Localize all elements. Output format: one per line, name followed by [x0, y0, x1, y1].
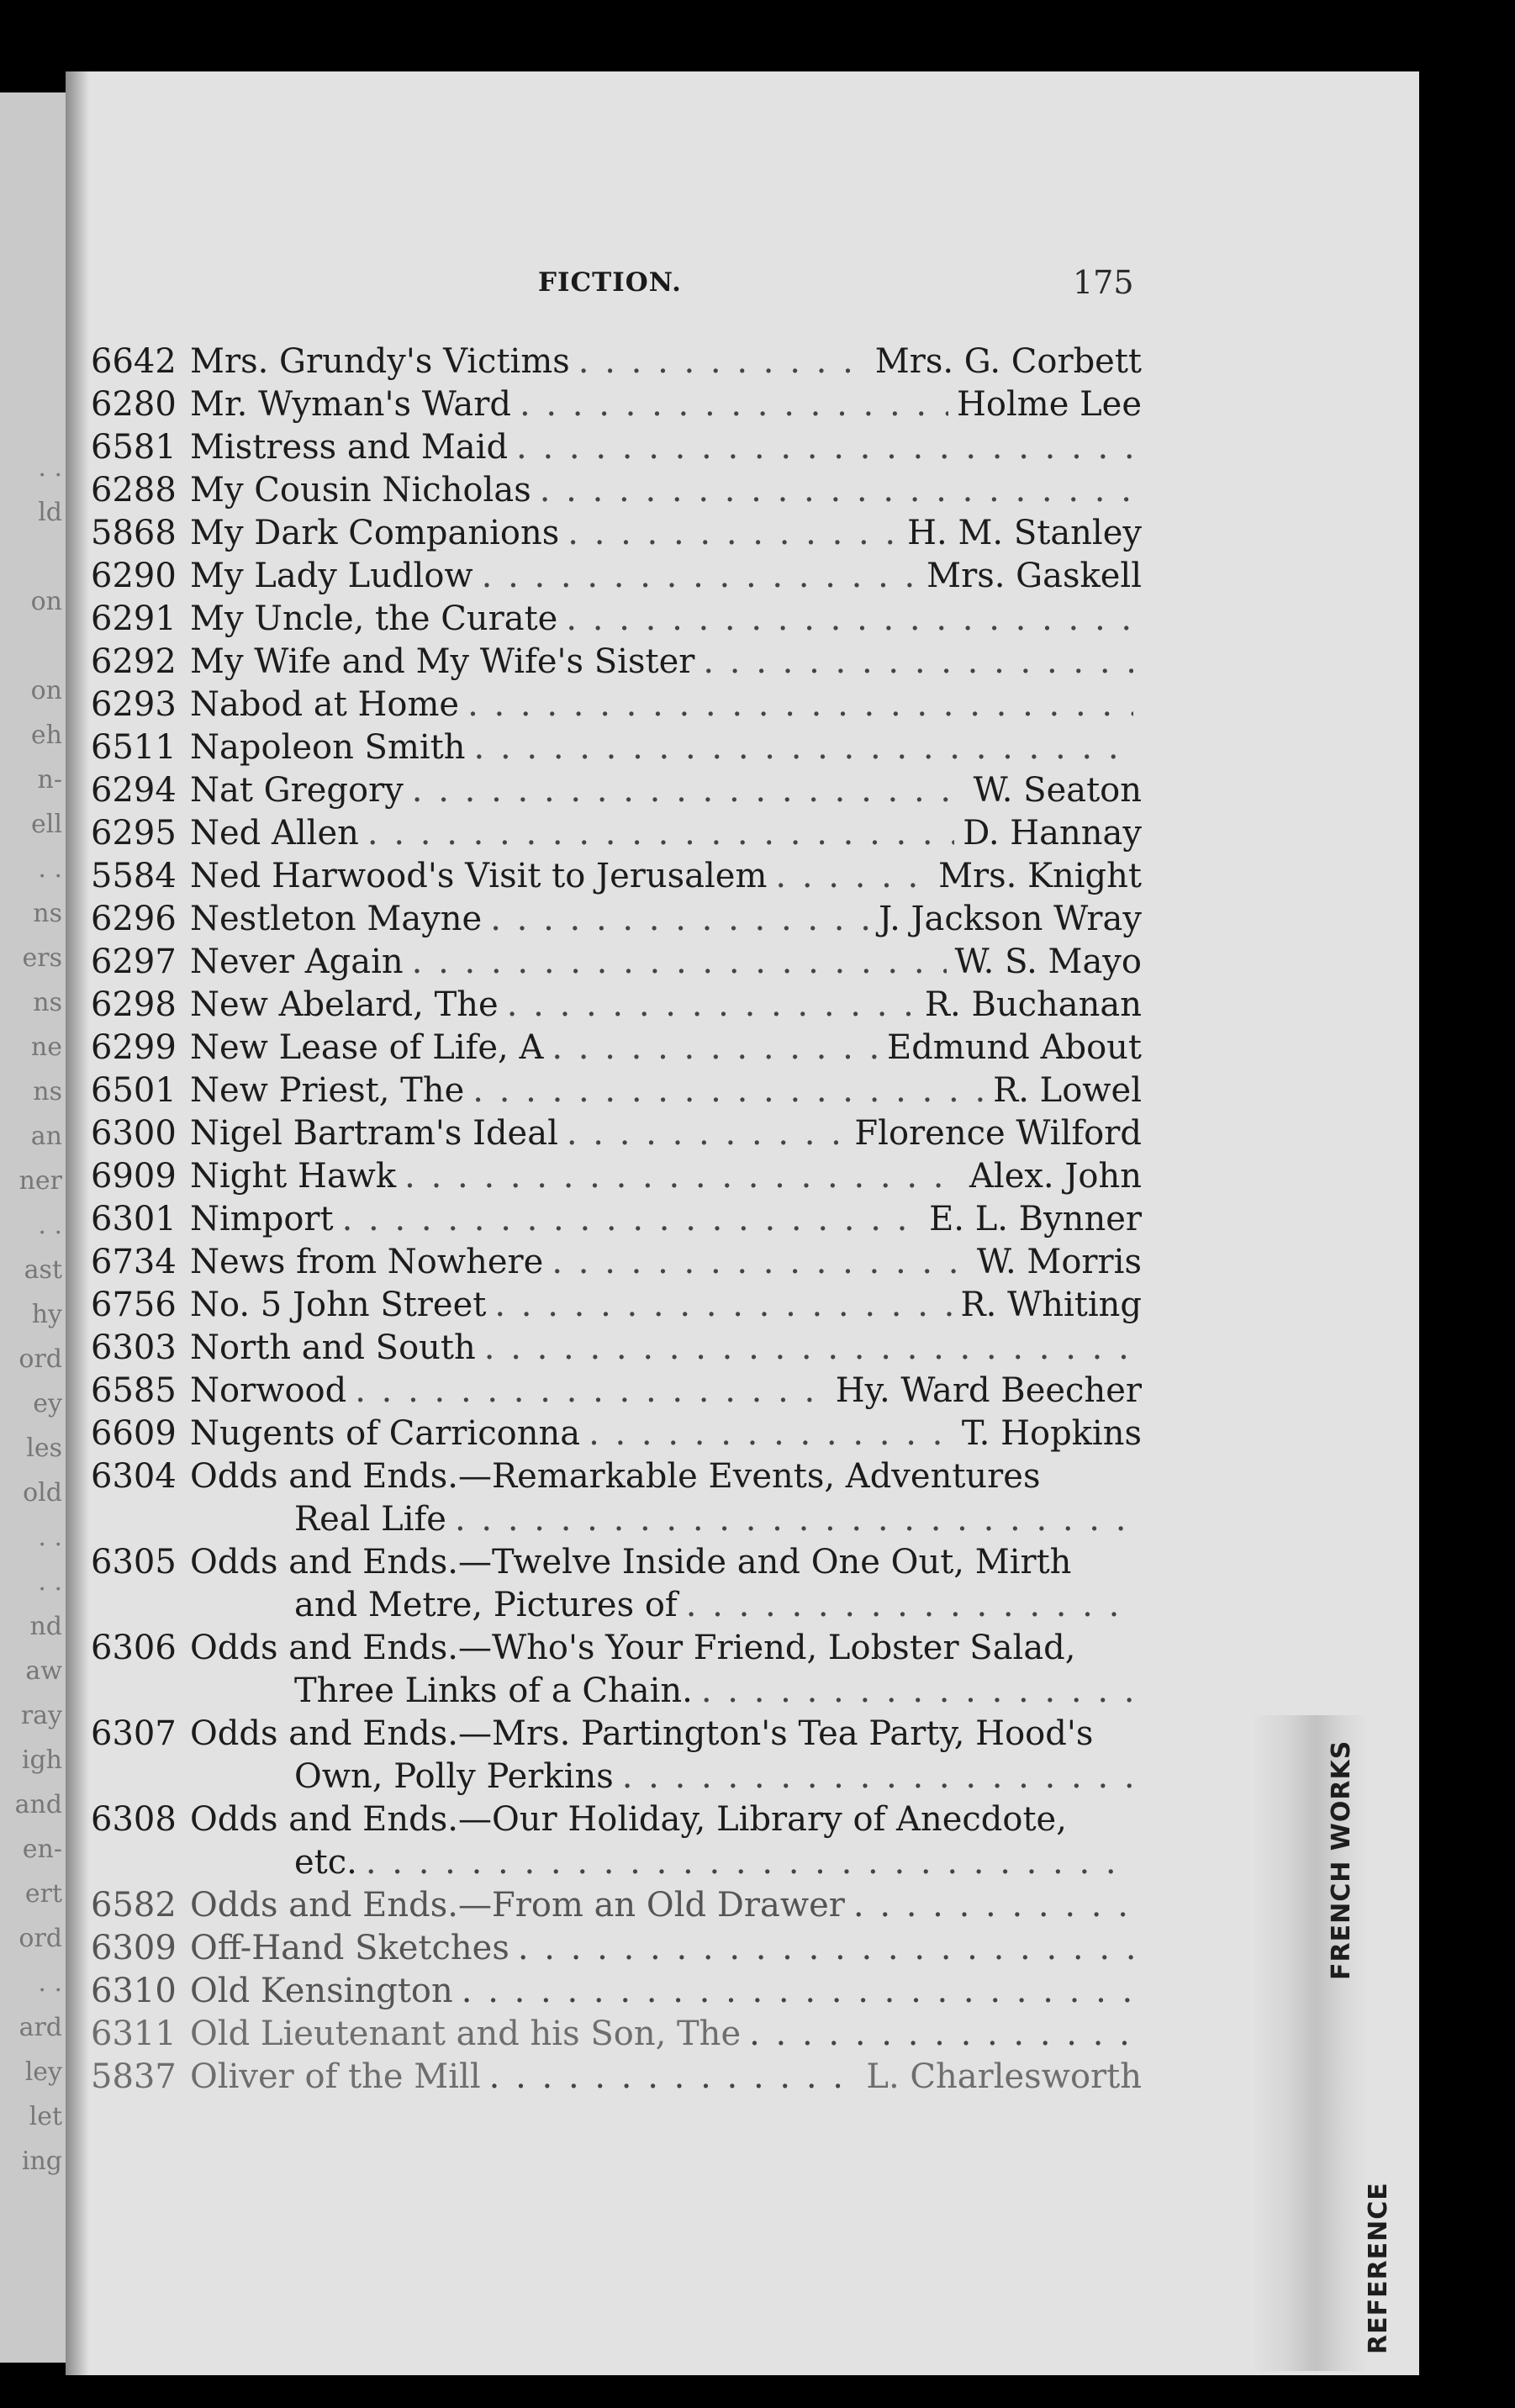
left-margin-fragment: ert	[24, 1879, 62, 1909]
catalog-number: 6299	[91, 1028, 177, 1067]
sticker-label-reference: REFERENCE	[1364, 2182, 1393, 2354]
leader-dots	[490, 898, 870, 941]
catalog-number: 6756	[91, 1286, 177, 1324]
catalog-number: 6308	[91, 1800, 177, 1839]
catalog-number: 6585	[91, 1371, 177, 1410]
catalog-entry	[91, 2056, 1142, 2099]
catalog-number: 6280	[91, 385, 177, 424]
leader-dots	[703, 641, 1133, 684]
catalog-number: 6295	[91, 814, 177, 853]
book-author: R. Buchanan	[924, 985, 1142, 1024]
book-author: Holme Lee	[957, 385, 1142, 424]
leader-dots	[567, 512, 899, 555]
left-margin-fragment: ld	[38, 498, 62, 527]
leader-dots	[566, 598, 1133, 641]
catalog-entry	[91, 426, 1142, 469]
left-margin-fragment: old	[23, 1478, 62, 1508]
book-title: Odds and Ends.—Remarkable Events, Adventures	[190, 1457, 1041, 1496]
book-title: My Lady Ludlow	[190, 557, 473, 595]
catalog-number: 6303	[91, 1328, 177, 1367]
book-author: Edmund About	[887, 1028, 1142, 1067]
leader-dots	[366, 1841, 1133, 1884]
catalog-entry	[91, 1798, 1142, 1884]
catalog-entry	[91, 1155, 1142, 1198]
book-title: Nabod at Home	[190, 685, 460, 724]
book-author: E. L. Bynner	[929, 1200, 1142, 1238]
left-margin-fragment: ns	[33, 1077, 62, 1106]
leader-dots	[520, 383, 948, 426]
leader-dots	[686, 1584, 1133, 1627]
catalog-entry	[91, 769, 1142, 812]
book-title: Ned Allen	[190, 814, 359, 853]
catalog-entry	[91, 1927, 1142, 1970]
leader-dots	[474, 726, 1133, 769]
catalog-entry	[91, 598, 1142, 641]
page-title: FICTION.	[538, 267, 682, 298]
book-author: L. Charlesworth	[866, 2057, 1142, 2096]
book-title: Nestleton Mayne	[190, 900, 483, 938]
catalog-number: 6310	[91, 1972, 177, 2010]
left-margin-fragment: and	[14, 1790, 62, 1819]
left-margin-fragment: nd	[29, 1612, 62, 1641]
catalog-entry	[91, 1241, 1142, 1284]
catalog-number: 6305	[91, 1543, 177, 1582]
book-author: R. Lowel	[993, 1071, 1142, 1110]
book-author: H. M. Stanley	[907, 514, 1142, 552]
book-author: R. Whiting	[960, 1286, 1142, 1324]
left-margin-fragment: an	[30, 1122, 62, 1151]
catalog-entry	[91, 1027, 1142, 1069]
left-margin-fragment: aw	[25, 1656, 62, 1686]
leader-dots	[552, 1241, 968, 1284]
left-margin-fragment: . .	[38, 854, 62, 884]
book-title-continued: Three Links of a Chain.	[294, 1671, 693, 1710]
leader-dots	[482, 555, 919, 598]
leader-dots	[567, 1112, 847, 1155]
catalog-number: 5868	[91, 514, 177, 552]
left-margin-fragment: . .	[38, 1968, 62, 1998]
book-title: No. 5 John Street	[190, 1286, 487, 1324]
catalog-number: 6306	[91, 1629, 177, 1667]
catalog-entry	[91, 1284, 1142, 1327]
book-title: My Dark Companions	[190, 514, 560, 552]
catalog-number: 6501	[91, 1071, 177, 1110]
left-page-edge	[0, 92, 66, 2363]
left-margin-fragment: n-	[37, 765, 62, 795]
leader-dots	[404, 1155, 961, 1198]
catalog-entry	[91, 1327, 1142, 1370]
catalog-entry	[91, 512, 1142, 555]
leader-dots	[516, 426, 1133, 469]
catalog-number: 5584	[91, 857, 177, 895]
book-title: Old Lieutenant and his Son, The	[190, 2015, 742, 2053]
leader-dots	[412, 941, 947, 984]
catalog-number: 6581	[91, 428, 177, 467]
left-margin-fragment: igh	[21, 1745, 62, 1775]
leader-dots	[342, 1198, 921, 1241]
page-gutter-shadow	[66, 71, 89, 2375]
book-title: Napoleon Smith	[190, 728, 466, 767]
book-title: Odds and Ends.—Who's Your Friend, Lobster Salad,	[190, 1629, 1076, 1667]
book-title: Odds and Ends.—Mrs. Partington's Tea Party, Hood's	[190, 1714, 1094, 1753]
left-margin-fragment: ast	[24, 1255, 62, 1285]
book-title: North and South	[190, 1328, 476, 1367]
catalog-number: 6301	[91, 1200, 177, 1238]
catalog-entry	[91, 1069, 1142, 1112]
catalog-entry	[91, 1627, 1142, 1713]
book-author: Mrs. G. Corbett	[874, 342, 1142, 381]
catalog-entry	[91, 855, 1142, 898]
catalog-number: 6294	[91, 771, 177, 810]
sticker-label-french-works: FRENCH WORKS	[1327, 1740, 1356, 1980]
book-title: Ned Harwood's Visit to Jerusalem	[190, 857, 768, 895]
book-title: Mistress and Maid	[190, 428, 509, 467]
book-title: Odds and Ends.—Our Holiday, Library of Anecdote,	[190, 1800, 1067, 1839]
catalog-entry	[91, 1713, 1142, 1798]
book-title: Old Kensington	[190, 1972, 453, 2010]
catalog-entry	[91, 1541, 1142, 1627]
left-margin-fragment: ard	[18, 2013, 62, 2042]
catalog-number: 6292	[91, 642, 177, 681]
left-margin-fragment: ord	[18, 1344, 62, 1374]
catalog-entry	[91, 1112, 1142, 1155]
left-margin-fragment: . .	[38, 1567, 62, 1597]
book-author: Florence Wilford	[854, 1114, 1142, 1153]
catalog-entry	[91, 1370, 1142, 1413]
book-author: Alex. John	[969, 1157, 1142, 1196]
leader-dots	[578, 341, 867, 383]
book-title-continued: Real Life	[294, 1500, 446, 1539]
left-page-fragments	[0, 446, 62, 2295]
catalog-entry	[91, 684, 1142, 726]
book-title: Mr. Wyman's Ward	[190, 385, 511, 424]
book-title: Night Hawk	[190, 1157, 397, 1196]
book-title: Nat Gregory	[190, 771, 404, 810]
book-title: Norwood	[190, 1371, 347, 1410]
left-margin-fragment	[0, 624, 62, 668]
leader-dots	[412, 769, 965, 812]
catalog-number: 6300	[91, 1114, 177, 1153]
left-margin-fragment: ne	[30, 1032, 62, 1062]
book-title: Odds and Ends.—Twelve Inside and One Out, Mirth	[190, 1543, 1072, 1582]
left-margin-fragment: on	[30, 587, 62, 616]
leader-dots	[472, 1069, 984, 1112]
left-margin-fragment	[0, 535, 62, 579]
book-title: Oliver of the Mill	[190, 2057, 481, 2096]
leader-dots	[455, 1498, 1133, 1541]
left-margin-fragment: ner	[18, 1166, 62, 1196]
left-margin-fragment: ell	[31, 810, 62, 839]
left-margin-fragment: . .	[38, 453, 62, 483]
book-title-continued: and Metre, Pictures of	[294, 1586, 678, 1624]
catalog-number: 6307	[91, 1714, 177, 1753]
leader-dots	[489, 2056, 858, 2099]
catalog-number: 6293	[91, 685, 177, 724]
catalog-entry	[91, 1455, 1142, 1541]
catalog-number: 6909	[91, 1157, 177, 1196]
catalog-entry	[91, 1198, 1142, 1241]
leader-dots	[355, 1370, 827, 1413]
catalog-number: 6311	[91, 2015, 177, 2053]
catalog-entry	[91, 812, 1142, 855]
left-margin-fragment: ing	[21, 2147, 62, 2176]
leader-dots	[853, 1884, 1133, 1927]
leader-dots	[507, 984, 916, 1027]
catalog-entry	[91, 469, 1142, 512]
catalog-number: 6304	[91, 1457, 177, 1496]
catalog-entry	[91, 898, 1142, 941]
left-margin-fragment: ns	[33, 988, 62, 1017]
leader-dots	[467, 684, 1133, 726]
leader-dots	[462, 1970, 1133, 2013]
book-author: W. S. Mayo	[954, 943, 1142, 981]
left-margin-fragment: . .	[38, 1523, 62, 1552]
book-title: New Priest, The	[190, 1071, 465, 1110]
catalog-entry	[91, 1884, 1142, 1927]
left-margin-fragment: en-	[22, 1835, 62, 1864]
book-title: New Lease of Life, A	[190, 1028, 544, 1067]
book-title: Nugents of Carriconna	[190, 1414, 581, 1453]
book-title: Odds and Ends.—From an Old Drawer	[190, 1886, 845, 1925]
book-author: J. Jackson Wray	[879, 900, 1142, 938]
book-author: D. Hannay	[963, 814, 1142, 853]
leader-dots	[494, 1284, 952, 1327]
book-author: W. Seaton	[973, 771, 1142, 810]
catalog-number: 6297	[91, 943, 177, 981]
catalog-number: 5837	[91, 2057, 177, 2096]
leader-dots	[701, 1670, 1133, 1713]
page-number: 175	[1073, 264, 1134, 301]
leader-dots	[484, 1327, 1133, 1370]
catalog-number: 6296	[91, 900, 177, 938]
catalog-number: 6309	[91, 1929, 177, 1967]
catalog-number: 6582	[91, 1886, 177, 1925]
catalog-entry	[91, 1970, 1142, 2013]
left-margin-fragment: ns	[33, 899, 62, 928]
leader-dots	[749, 2013, 1133, 2056]
catalog-entry	[91, 726, 1142, 769]
left-margin-fragment: ley	[24, 2057, 62, 2087]
catalog-number: 6298	[91, 985, 177, 1024]
book-title: My Wife and My Wife's Sister	[190, 642, 695, 681]
catalog-entry	[91, 341, 1142, 383]
book-author: Hy. Ward Beecher	[835, 1371, 1142, 1410]
book-title: Mrs. Grundy's Victims	[190, 342, 570, 381]
catalog-list	[91, 341, 1142, 2099]
leader-dots	[622, 1756, 1133, 1798]
left-margin-fragment: ord	[18, 1924, 62, 1953]
book-author: Mrs. Knight	[938, 857, 1142, 895]
left-margin-fragment: eh	[30, 721, 62, 750]
left-margin-fragment: ey	[33, 1389, 62, 1418]
leader-dots	[518, 1927, 1133, 1970]
leader-dots	[552, 1027, 879, 1069]
catalog-entry	[91, 383, 1142, 426]
catalog-entry	[91, 984, 1142, 1027]
catalog-number: 6291	[91, 599, 177, 638]
book-title: Nimport	[190, 1200, 334, 1238]
book-author: Mrs. Gaskell	[926, 557, 1142, 595]
book-title: New Abelard, The	[190, 985, 499, 1024]
catalog-number: 6288	[91, 471, 177, 510]
book-title: My Uncle, the Curate	[190, 599, 558, 638]
left-margin-fragment: . .	[38, 1211, 62, 1240]
book-title: Never Again	[190, 943, 404, 981]
left-margin-fragment: on	[30, 676, 62, 705]
catalog-number: 6511	[91, 728, 177, 767]
catalog-number: 6609	[91, 1414, 177, 1453]
catalog-entry	[91, 2013, 1142, 2056]
left-margin-fragment: les	[26, 1434, 62, 1463]
left-margin-fragment: let	[29, 2102, 62, 2131]
left-margin-fragment: ers	[22, 943, 62, 973]
catalog-number: 6290	[91, 557, 177, 595]
book-title: My Cousin Nicholas	[190, 471, 531, 510]
book-author: T. Hopkins	[961, 1414, 1142, 1453]
catalog-number: 6734	[91, 1243, 177, 1281]
left-margin-fragment: hy	[31, 1300, 62, 1329]
book-title: News from Nowhere	[190, 1243, 544, 1281]
catalog-entry	[91, 1413, 1142, 1455]
book-title-continued: Own, Polly Perkins	[294, 1757, 614, 1796]
catalog-number: 6642	[91, 342, 177, 381]
catalog-entry	[91, 641, 1142, 684]
book-title-continued: etc.	[294, 1843, 357, 1882]
leader-dots	[589, 1413, 953, 1455]
book-author: W. Morris	[976, 1243, 1142, 1281]
catalog-entry	[91, 941, 1142, 984]
catalog-entry	[91, 555, 1142, 598]
leader-dots	[367, 812, 954, 855]
book-title: Nigel Bartram's Ideal	[190, 1114, 558, 1153]
leader-dots	[540, 469, 1133, 512]
left-margin-fragment: ray	[20, 1701, 62, 1730]
leader-dots	[775, 855, 930, 898]
book-title: Off-Hand Sketches	[190, 1929, 509, 1967]
